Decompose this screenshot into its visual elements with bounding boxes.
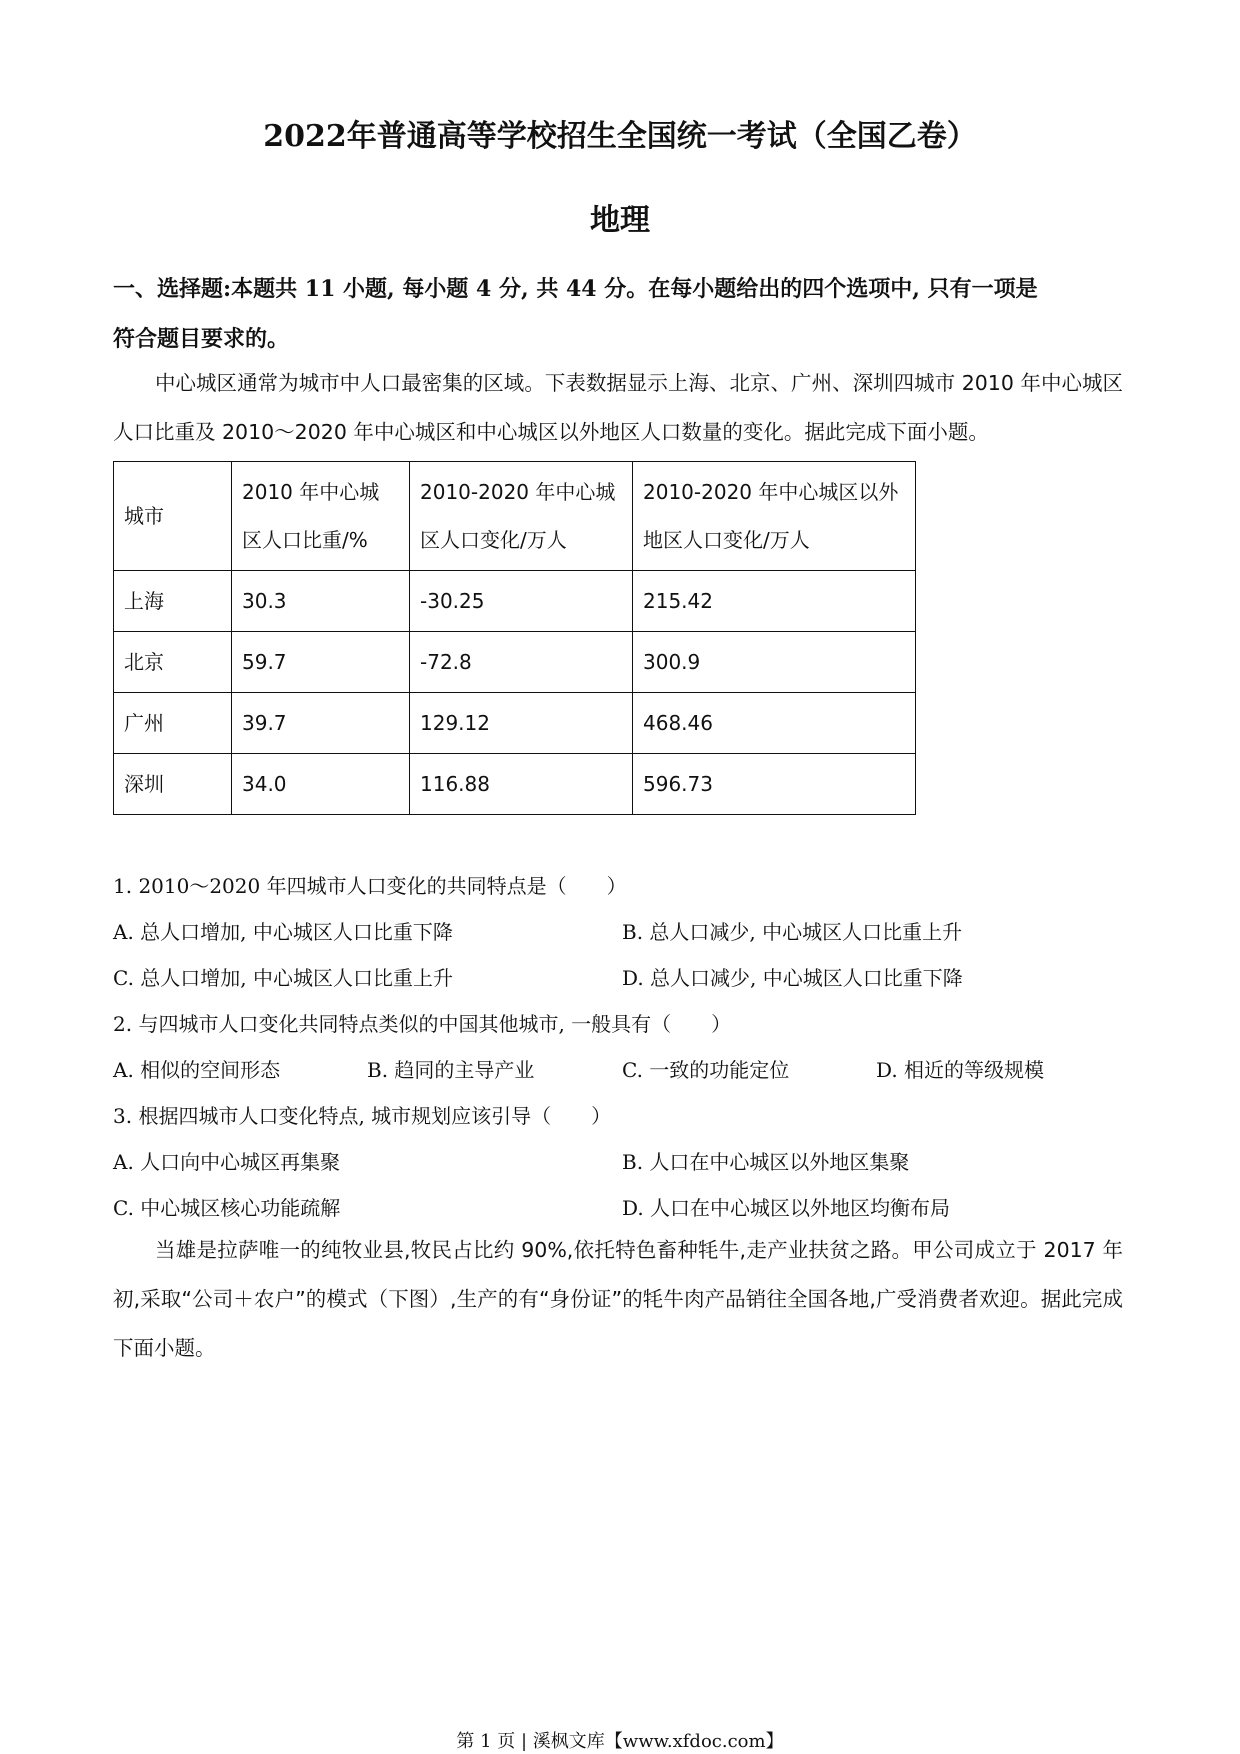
- table-cell: 596.73: [633, 754, 916, 815]
- table-row: [114, 632, 916, 693]
- question-1-option-b[interactable]: B. 总人口减少, 中心城区人口比重上升: [622, 920, 963, 944]
- table-cell: 300.9: [633, 632, 916, 693]
- table-cell: 116.88: [410, 754, 633, 815]
- question-2-option-a[interactable]: A. 相似的空间形态: [113, 1058, 281, 1082]
- table-row: [114, 754, 916, 815]
- question-1-option-a[interactable]: A. 总人口增加, 中心城区人口比重下降: [113, 920, 453, 944]
- section-heading-line1: 一、选择题:本题共 11 小题, 每小题 4 分, 共 44 分。在每小题给出的四个选项中, 只有一项是: [113, 276, 1038, 302]
- table-cell: 129.12: [410, 693, 633, 754]
- table-header-row: [114, 462, 916, 571]
- question-1-option-c[interactable]: C. 总人口增加, 中心城区人口比重上升: [113, 966, 454, 990]
- table-row: [114, 693, 916, 754]
- question-1-option-d[interactable]: D. 总人口减少, 中心城区人口比重下降: [622, 966, 963, 990]
- question-3-option-b[interactable]: B. 人口在中心城区以外地区集聚: [622, 1150, 910, 1174]
- question-3-stem: 3. 根据四城市人口变化特点, 城市规划应该引导（ ）: [113, 1104, 612, 1128]
- intro-paragraph-1: 中心城区通常为城市中人口最密集的区域。下表数据显示上海、北京、广州、深圳四城市 2010 年中心城区人口比重及 2010～2020 年中心城区和中心城区以外地区人口数量的变化。据此完成下面小题。: [113, 371, 1123, 444]
- table-header-cell: 2010-2020 年中心城区以外地区人口变化/万人: [633, 462, 916, 571]
- exam-title: 2022年普通高等学校招生全国统一考试（全国乙卷）: [263, 119, 977, 154]
- question-3-option-d[interactable]: D. 人口在中心城区以外地区均衡布局: [622, 1196, 951, 1220]
- subject-title: 地理: [590, 203, 650, 238]
- question-2-option-c[interactable]: C. 一致的功能定位: [622, 1058, 790, 1082]
- table-cell: 广州: [114, 693, 232, 754]
- table-cell: 59.7: [232, 632, 410, 693]
- table-row: [114, 571, 916, 632]
- question-2-option-d[interactable]: D. 相近的等级规模: [876, 1058, 1045, 1082]
- table-header-cell: 城市: [114, 462, 232, 571]
- table-cell: 北京: [114, 632, 232, 693]
- table-cell: 深圳: [114, 754, 232, 815]
- table-header-cell: 2010 年中心城区人口比重/%: [232, 462, 410, 571]
- population-table: [113, 461, 916, 815]
- table-cell: 上海: [114, 571, 232, 632]
- question-1-stem: 1. 2010～2020 年四城市人口变化的共同特点是（ ）: [113, 874, 627, 898]
- question-2-stem: 2. 与四城市人口变化共同特点类似的中国其他城市, 一般具有（ ）: [113, 1012, 732, 1036]
- table-cell: -72.8: [410, 632, 633, 693]
- question-3-option-a[interactable]: A. 人口向中心城区再集聚: [113, 1150, 341, 1174]
- table-cell: 39.7: [232, 693, 410, 754]
- section-heading-line2: 符合题目要求的。: [113, 326, 290, 352]
- table-cell: 34.0: [232, 754, 410, 815]
- question-3-option-c[interactable]: C. 中心城区核心功能疏解: [113, 1196, 341, 1220]
- intro-paragraph-2: 当雄是拉萨唯一的纯牧业县,牧民占比约 90%,依托特色畜种牦牛,走产业扶贫之路。甲公司成立于 2017 年初,采取“公司＋农户”的模式（下图）,生产的有“身份证”的牦牛肉产品销往全国各地,广受消费者欢迎。据此完成下面小题。: [113, 1238, 1123, 1360]
- table-cell: -30.25: [410, 571, 633, 632]
- table-cell: 215.42: [633, 571, 916, 632]
- table-cell: 468.46: [633, 693, 916, 754]
- question-2-option-b[interactable]: B. 趋同的主导产业: [367, 1058, 535, 1082]
- table-header-cell: 2010-2020 年中心城区人口变化/万人: [410, 462, 633, 571]
- page-footer: 第 1 页 | 溪枫文库【www.xfdoc.com】: [456, 1731, 784, 1752]
- table-cell: 30.3: [232, 571, 410, 632]
